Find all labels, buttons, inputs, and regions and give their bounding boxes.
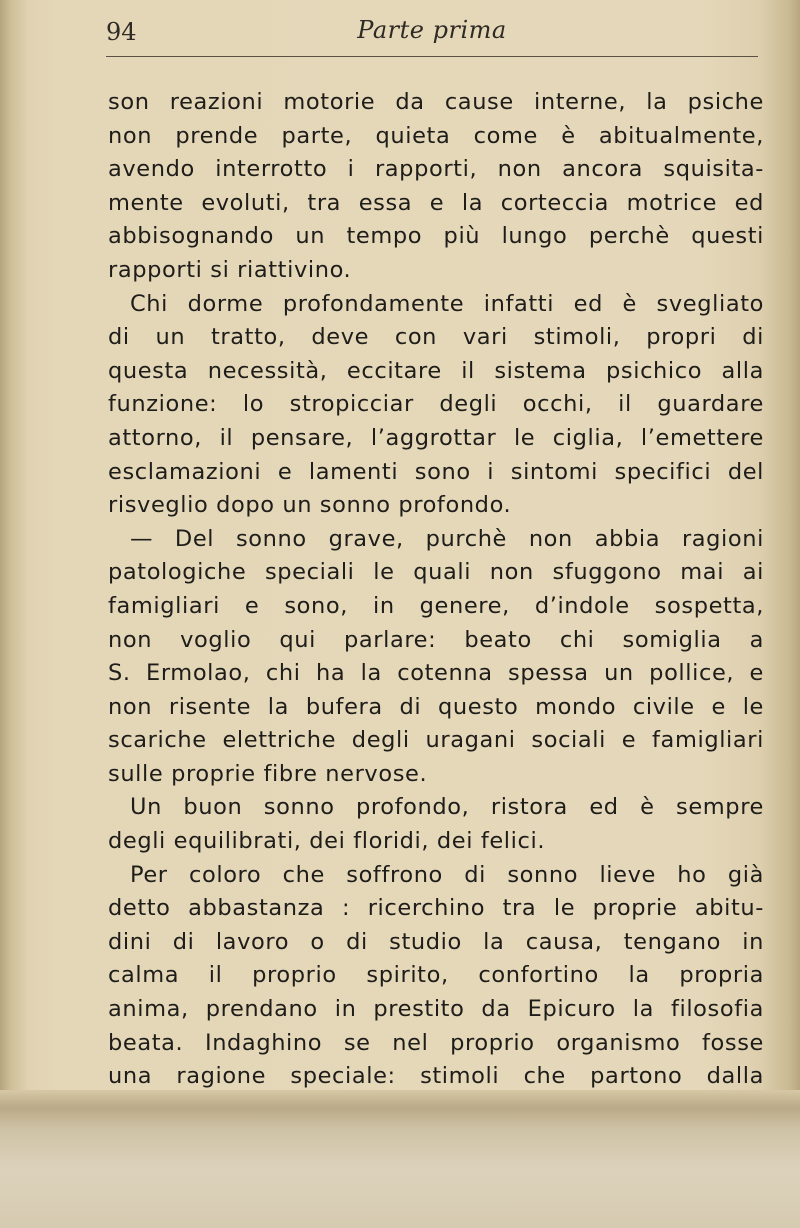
text-line: dini di lavoro o di studio la causa, tengano in [108, 928, 764, 955]
text-line: rapporti si riattivino. [108, 256, 352, 283]
text-line: sulle proprie fibre nervose. [108, 760, 428, 787]
text-line: di un tratto, deve con vari stimoli, propri di [108, 324, 764, 351]
running-head: Parte prima [357, 16, 507, 44]
text-line: attorno, il pensare, l’aggrottar le ciglia, l’emettere [108, 424, 764, 451]
text-line: funzione: lo stropicciar degli occhi, il guardare [108, 391, 764, 418]
text-line: patologiche speciali le quali non sfuggono mai ai [108, 559, 764, 586]
text-line: una ragione speciale: stimoli che partono dalla [108, 1063, 764, 1090]
text-line: scariche elettriche degli uragani sociali e famigliari [108, 727, 764, 754]
text-line: detto abbastanza : ricerchino tra le proprie abitu- [108, 895, 764, 922]
text-line: mente evoluti, tra essa e la corteccia motrice ed [108, 189, 764, 216]
text-line: questa necessità, eccitare il sistema psichico alla [108, 357, 764, 384]
page-header [106, 14, 758, 50]
header-rule [106, 56, 758, 57]
text-line: degli equilibrati, dei floridi, dei felici. [108, 828, 546, 855]
page-number: 94 [106, 18, 137, 46]
text-line: risveglio dopo un sonno profondo. [108, 492, 512, 519]
text-line: non risente la bufera di questo mondo civile e le [108, 693, 764, 720]
text-line: non prende parte, quieta come è abitualmente, [108, 122, 764, 149]
text-line: calma il proprio spirito, confortino la propria [108, 962, 764, 989]
text-line: — Del sonno grave, purchè non abbia ragioni [130, 525, 764, 552]
text-line: anima, prendano in prestito da Epicuro la filosofia [108, 996, 764, 1023]
text-line: S. Ermolao, chi ha la cotenna spessa un pollice, e [108, 660, 764, 687]
body-text [108, 86, 764, 1161]
page-bottom-edge [0, 1090, 800, 1228]
text-line: esclamazioni e lamenti sono i sintomi specifici del [108, 458, 764, 485]
text-line: Chi dorme profondamente infatti ed è svegliato [130, 290, 764, 317]
text-line: famigliari e sono, in genere, d’indole sospetta, [108, 592, 764, 619]
text-line: beata. Indaghino se nel proprio organismo fosse [108, 1029, 764, 1056]
text-line: abbisognando un tempo più lungo perchè questi [108, 223, 764, 250]
text-line: avendo interrotto i rapporti, non ancora squisita- [108, 156, 764, 183]
text-line: Per coloro che soffrono di sonno lieve ho già [130, 861, 764, 888]
text-line: non voglio qui parlare: beato chi somiglia a [108, 626, 764, 653]
text-line: son reazioni motorie da cause interne, la psiche [108, 89, 764, 115]
text-line: Un buon sonno profondo, ristora ed è sempre [130, 794, 764, 821]
